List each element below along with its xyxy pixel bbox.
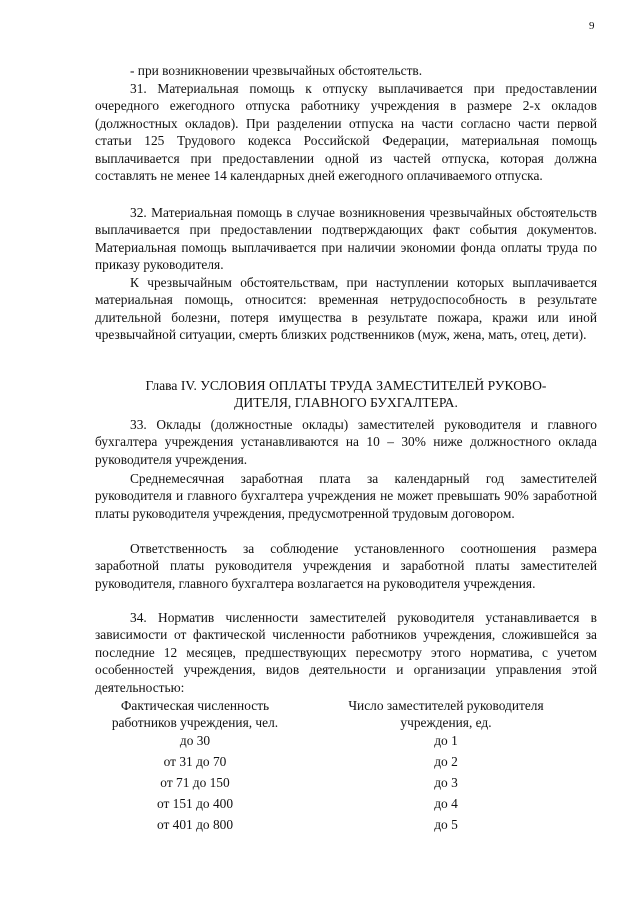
header-staff-line1: Фактическая численность: [120, 698, 270, 713]
deputies-cell: до 2: [434, 753, 458, 769]
table-header-deputies: [295, 697, 597, 732]
table-row: [95, 774, 597, 795]
deputies-cell: до 4: [434, 795, 458, 811]
paragraph-32-emergencies: К чрезвычайным обстоятельствам, при наступлении которых выплачивается материальная помощь, относится: временная нетрудоспособность в результате длительной болезни, потеря имущества в результате пожара, кражи или иной чрезвычайной ситуации, смерть близких родственников (муж, жена, мать, отец, дети).: [95, 275, 597, 343]
chapter-heading: [95, 377, 597, 412]
page-number: 9: [589, 20, 595, 32]
staff-cell: от 151 до 400: [156, 795, 234, 811]
table-row: [95, 732, 597, 753]
deputies-norm-table: [95, 697, 597, 837]
header-deputies-line2: учреждения, ед.: [400, 715, 492, 731]
header-deputies-line1: Число заместителей руководителя: [348, 698, 544, 713]
deputies-cell: до 3: [434, 774, 458, 790]
paragraph-32: 32. Материальная помощь в случае возникновения чрезвычайных обстоятельств выплачивается при предоставлении подтверждающих факт события документов. Материальная помощь выплачивается при наличии экономии фонда оплаты труда по приказу руководителя.: [95, 205, 597, 273]
deputies-cell: до 5: [434, 816, 458, 832]
table-header-row: [95, 697, 597, 732]
table-header-staff: [95, 697, 295, 732]
chapter-heading-line1: Глава IV. УСЛОВИЯ ОПЛАТЫ ТРУДА ЗАМЕСТИТЕЛЕЙ РУКОВО-: [145, 378, 547, 393]
paragraph-34: 34. Норматив численности заместителей руководителя устанавливается в зависимости от фактической численности работников учреждения, сложившейся за последние 12 месяцев, предшествующих пересмотру этого норматива, с учетом особенностей учреждения, видов деятельности и организации управления этой деятельностью:: [95, 610, 597, 695]
staff-cell: от 401 до 800: [156, 816, 234, 832]
staff-cell: от 31 до 70: [163, 753, 227, 769]
paragraph-33-responsibility: Ответственность за соблюдение установленного соотношения размера заработной платы руководителя учреждения и заработной платы заместителей руководителя, главного бухгалтера возлагается на руководителя учреждения.: [95, 541, 597, 591]
table-row: [95, 816, 597, 837]
paragraph-33-salary-limit: Среднемесячная заработная плата за календарный год заместителей руководителя и главного бухгалтера учреждения не может превышать 90% заработной платы руководителя учреждения, предусмотренной трудовым договором.: [95, 471, 597, 521]
paragraph-31: 31. Материальная помощь к отпуску выплачивается при предоставлении очередного ежегодного отпуска работнику учреждения в размере 2-х окладов (должностных окладов). При разделении отпуска на части согласно части первой статьи 125 Трудового кодекса Российской Федерации, материальная помощь выплачивается при предоставлении одной из частей отпуска, которая должна составлять не менее 14 календарных дней ежегодного оплачиваемого отпуска.: [95, 81, 597, 184]
paragraph-emergency-item: - при возникновении чрезвычайных обстоятельств.: [130, 63, 423, 78]
chapter-heading-line2: ДИТЕЛЯ, ГЛАВНОГО БУХГАЛТЕРА.: [234, 395, 458, 411]
table-row: [95, 795, 597, 816]
staff-cell: до 30: [179, 732, 211, 748]
staff-cell: от 71 до 150: [160, 774, 230, 790]
deputies-cell: до 1: [434, 732, 458, 748]
header-staff-line2: работников учреждения, чел.: [111, 715, 279, 731]
table-row: [95, 753, 597, 774]
paragraph-33: 33. Оклады (должностные оклады) заместителей руководителя и главного бухгалтера учреждения устанавливаются на 10 – 30% ниже должностного оклада руководителя учреждения.: [95, 417, 597, 467]
